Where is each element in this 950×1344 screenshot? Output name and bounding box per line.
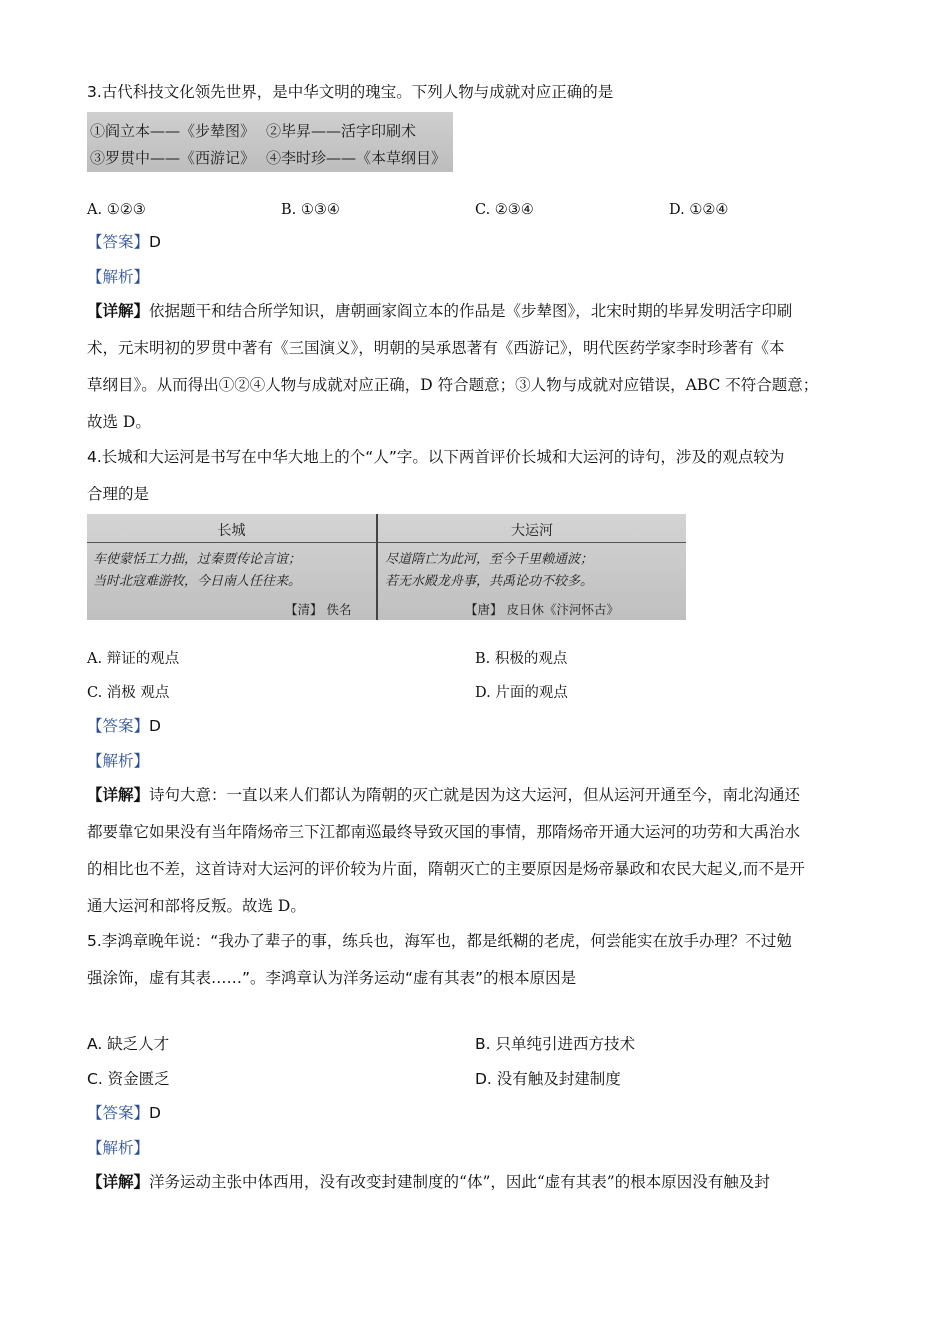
q3-option-a[interactable]: A. ①②③ <box>87 202 146 218</box>
q4-right-attribution: 【唐】 皮日休《汴河怀古》 <box>465 602 619 617</box>
q4-analysis-label: 【解析】 <box>87 752 150 770</box>
q4-answer-value: D <box>149 717 161 735</box>
q5-title-line-2: 强涂饰，虚有其表……”。李鸿章认为洋务运动“虚有其表”的根本原因是 <box>87 969 577 987</box>
q5-analysis-label: 【解析】 <box>87 1139 150 1157</box>
q4-option-c[interactable]: C. 消极 观点 <box>87 685 170 701</box>
q3-detail-line-3: 草纲目》。从而得出①②④人物与成就对应正确，D 符合题意；③人物与成就对应错误，ABC 不符合题意； <box>87 376 819 394</box>
q4-option-a[interactable]: A. 辩证的观点 <box>87 651 180 667</box>
q4-option-d[interactable]: D. 片面的观点 <box>475 685 568 701</box>
q3-detail-line-1: 【详解】依据题干和结合所学知识，唐朝画家阎立本的作品是《步辇图》，北宋时期的毕昇发明活字印刷 <box>87 301 793 320</box>
q5-detail-label: 【详解】 <box>87 1172 150 1191</box>
q4-detail-line-3: 的相比也不差，这首诗对大运河的评价较为片面，隋朝灭亡的主要原因是炀帝暴政和农民大起义,而不是开 <box>87 860 805 878</box>
q4-detail-line-1: 【详解】诗句大意：一直以来人们都认为隋朝的灭亡就是因为这大运河，但从运河开通至今，南北沟通还 <box>87 785 801 804</box>
q3-detail-label: 【详解】 <box>87 301 150 320</box>
q4-title-line-2: 合理的是 <box>87 485 150 503</box>
q3-option-d[interactable]: D. ①②④ <box>669 202 729 218</box>
q4-answer <box>87 716 161 736</box>
q3-image-item-2: ②毕昇——活字印刷术 <box>266 122 417 140</box>
q4-image-header-grand-canal: 大运河 <box>511 523 553 539</box>
q3-image-item-4: ④李时珍——《本草纲目》 <box>266 149 447 167</box>
q5-answer-label: 【答案】 <box>87 1104 150 1122</box>
q3-detail-line-2: 术，元末明初的罗贯中著有《三国演义》，明朝的吴承恩著有《西游记》，明代医药学家李时珍著有《本 <box>87 339 785 357</box>
q4-scanned-image <box>87 514 686 620</box>
q3-analysis-label: 【解析】 <box>87 268 150 286</box>
q4-left-poem-line-1: 车使蒙恬工力拙，过秦贾传论言谊； <box>93 552 302 567</box>
q4-right-poem-line-1: 尽道隋亡为此河，至今千里赖通波； <box>385 552 594 567</box>
q5-option-b[interactable]: B. 只单纯引进西方技术 <box>475 1035 635 1053</box>
q3-image-item-3: ③罗贯中——《西游记》 <box>90 149 256 167</box>
q5-detail-line-1: 【详解】洋务运动主张中体西用，没有改变封建制度的“体”，因此“虚有其表”的根本原因没有触及封 <box>87 1172 770 1191</box>
q4-option-b[interactable]: B. 积极的观点 <box>475 651 568 667</box>
q3-answer-label: 【答案】 <box>87 233 150 251</box>
q5-option-d[interactable]: D. 没有触及封建制度 <box>475 1070 621 1088</box>
q3-title: 3.古代科技文化领先世界，是中华文明的瑰宝。下列人物与成就对应正确的是 <box>87 83 614 101</box>
q3-detail-line-4: 故选 D。 <box>87 413 151 431</box>
q4-title-line-1: 4.长城和大运河是书写在中华大地上的个“人”字。以下两首评价长城和大运河的诗句，涉及的观点较为 <box>87 448 785 466</box>
q3-option-b[interactable]: B. ①③④ <box>281 202 340 218</box>
q4-detail-line-4: 通大运河和部将反叛。故选 D。 <box>87 897 306 915</box>
q5-option-c[interactable]: C. 资金匮乏 <box>87 1070 170 1088</box>
q3-answer-value: D <box>149 233 161 251</box>
q4-answer-label: 【答案】 <box>87 717 150 735</box>
q4-left-poem-line-2: 当时北寇难游牧，今日南人任往来。 <box>93 574 302 589</box>
q3-option-c[interactable]: C. ②③④ <box>475 202 534 218</box>
q5-title-line-1: 5.李鸿章晚年说：“我办了辈子的事，练兵也，海军也，都是纸糊的老虎，何尝能实在放手办理？不过勉 <box>87 932 792 950</box>
q5-answer-value: D <box>149 1104 161 1122</box>
q3-scanned-image <box>87 112 453 172</box>
q3-image-item-1: ①阎立本——《步辇图》 <box>90 122 256 140</box>
q3-answer <box>87 232 161 252</box>
q4-detail-line-2: 都要靠它如果没有当年隋炀帝三下江都南巡最终导致灭国的事情，那隋炀帝开通大运河的功劳和大禹治水 <box>87 823 801 841</box>
q5-option-a[interactable]: A. 缺乏人才 <box>87 1035 170 1053</box>
q4-detail-label: 【详解】 <box>87 785 150 804</box>
q4-left-attribution: 【清】 佚名 <box>285 602 352 617</box>
q5-answer <box>87 1103 161 1123</box>
q4-right-poem-line-2: 若无水殿龙舟事，共禹论功不较多。 <box>385 574 594 589</box>
q4-image-header-great-wall: 长城 <box>217 523 246 539</box>
